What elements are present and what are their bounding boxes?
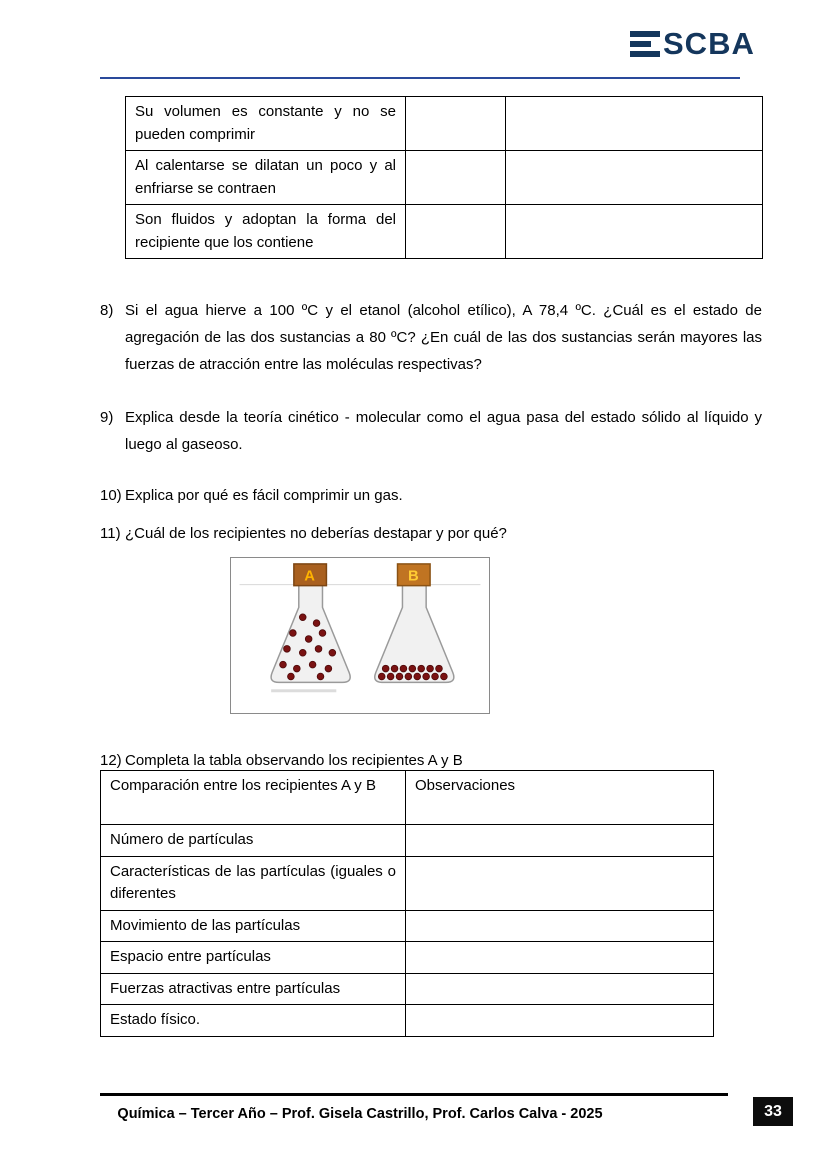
- property-cell: Son fluidos y adoptan la forma del recipiente que los contiene: [126, 205, 406, 259]
- question-8: [100, 297, 762, 378]
- header-cell: Observaciones: [406, 771, 714, 825]
- empty-cell: [406, 1005, 714, 1037]
- comparison-table: [100, 770, 714, 1037]
- question-text: Explica por qué es fácil comprimir un gas.: [125, 487, 403, 504]
- table-row: [101, 973, 714, 1005]
- question-number: 9): [100, 409, 114, 426]
- question-10: [100, 482, 762, 509]
- flask-a: [271, 564, 350, 682]
- flasks-illustration: [231, 558, 489, 713]
- question-11: [100, 520, 762, 547]
- empty-cell: [506, 97, 763, 151]
- question-number: 12): [100, 752, 122, 769]
- criterion-cell: Características de las partículas (iguales o diferentes: [101, 856, 406, 910]
- property-cell: Su volumen es constante y no se pueden comprimir: [126, 97, 406, 151]
- empty-cell: [406, 205, 506, 259]
- flask-a-label: A: [304, 568, 315, 585]
- table-row: [101, 1005, 714, 1037]
- flask-b: [375, 564, 454, 682]
- question-text: ¿Cuál de los recipientes no deberías destapar y por qué?: [125, 525, 507, 542]
- table-header-row: [101, 771, 714, 825]
- escba-logo: [630, 28, 755, 59]
- table-row: [126, 205, 763, 259]
- question-text: Completa la tabla observando los recipientes A y B: [125, 752, 463, 769]
- table-row: [101, 910, 714, 942]
- logo-text: SCBA: [663, 26, 755, 61]
- question-text: Si el agua hierve a 100 ºC y el etanol (alcohol etílico), A 78,4 ºC. ¿Cuál es el estado de agregación de las dos sustancias a 80 ºC? ¿En cuál de las dos sustancias serán mayores las fuerzas de atracción entre las moléculas respectivas?: [125, 302, 762, 373]
- table-row: [101, 856, 714, 910]
- empty-cell: [406, 825, 714, 857]
- empty-cell: [406, 97, 506, 151]
- empty-cell: [406, 973, 714, 1005]
- table-row: [101, 942, 714, 974]
- empty-cell: [406, 856, 714, 910]
- criterion-cell: Movimiento de las partículas: [101, 910, 406, 942]
- criterion-cell: Estado físico.: [101, 1005, 406, 1037]
- criterion-cell: Número de partículas: [101, 825, 406, 857]
- logo-bars-icon: [630, 31, 660, 57]
- header-cell: Comparación entre los recipientes A y B: [101, 771, 406, 825]
- table-row: [126, 151, 763, 205]
- empty-cell: [406, 942, 714, 974]
- criterion-cell: Espacio entre partículas: [101, 942, 406, 974]
- question-number: 11): [100, 525, 121, 542]
- watermark-text: [271, 689, 336, 692]
- criterion-cell: Fuerzas atractivas entre partículas: [101, 973, 406, 1005]
- question-number: 10): [100, 487, 122, 504]
- question-text: Explica desde la teoría cinético - molecular como el agua pasa del estado sólido al líquido y luego al gaseoso.: [125, 409, 762, 453]
- footer-credit: Química – Tercer Año – Prof. Gisela Castrillo, Prof. Carlos Calva - 2025: [117, 1106, 603, 1122]
- page-number-badge: 33: [753, 1097, 793, 1126]
- property-cell: Al calentarse se dilatan un poco y al enfriarse se contraen: [126, 151, 406, 205]
- question-9: [100, 404, 762, 458]
- empty-cell: [406, 151, 506, 205]
- table-row: [126, 97, 763, 151]
- flasks-figure: [230, 557, 490, 714]
- question-number: 8): [100, 302, 114, 319]
- footer-divider: [100, 1093, 728, 1096]
- empty-cell: [506, 205, 763, 259]
- header-divider: [100, 77, 740, 79]
- empty-cell: [506, 151, 763, 205]
- properties-table: [125, 96, 763, 259]
- empty-cell: [406, 910, 714, 942]
- table-row: [101, 825, 714, 857]
- flask-b-label: B: [407, 568, 419, 585]
